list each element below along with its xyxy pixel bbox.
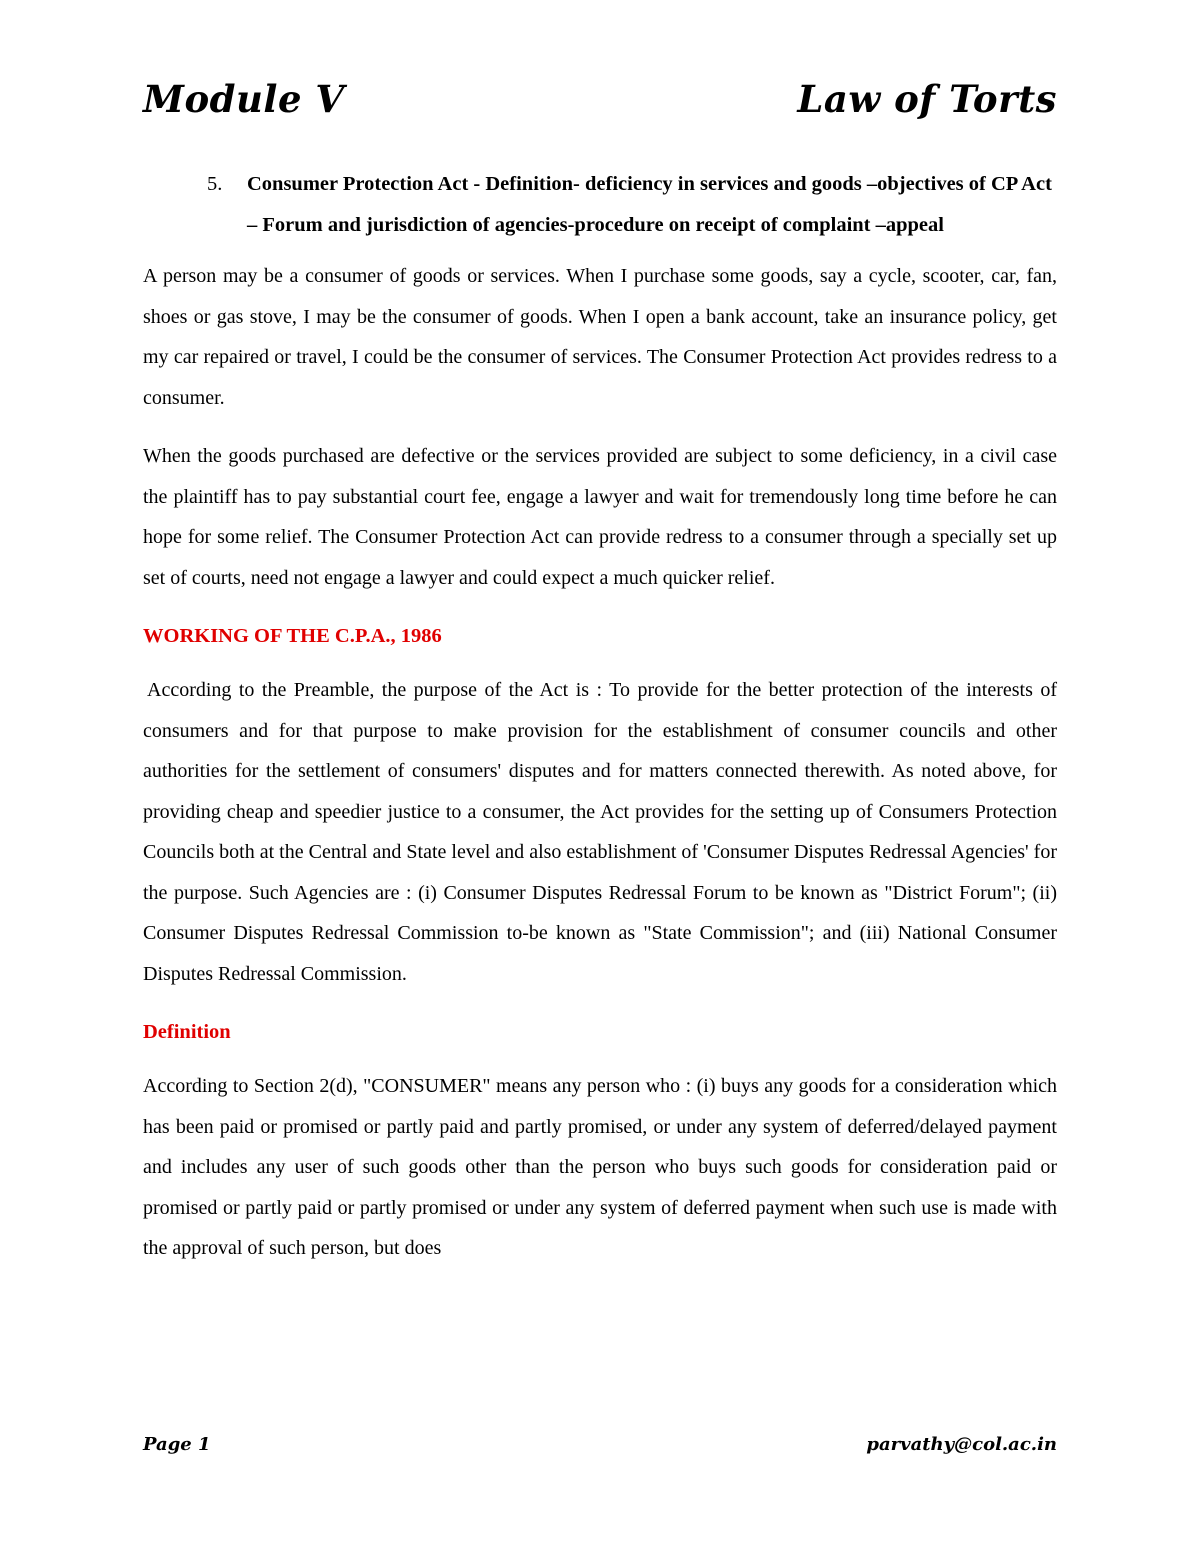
heading-working-cpa: WORKING OF THE C.P.A., 1986 bbox=[143, 625, 442, 647]
header-module-title: Module V bbox=[143, 77, 345, 121]
topic-number: 5. bbox=[207, 173, 223, 195]
heading-definition: Definition bbox=[143, 1021, 231, 1043]
topic-item bbox=[143, 164, 1057, 246]
topic-title: Consumer Protection Act - Definition- deficiency in services and goods –objectives of CP Act – Forum and jurisdiction of agencies-procedure on receipt of complaint –appeal bbox=[247, 173, 1052, 236]
paragraph-preamble: According to the Preamble, the purpose of the Act is : To provide for the better protection of the interests of consumers and for that purpose to make provision for the establishment of consumer councils and other authorities for the settlement of consumers' disputes and for matters connected therewith. As noted above, for providing cheap and speedier justice to a consumer, the Act provides for the setting up of Consumers Protection Councils both at the Central and State level and also establishment of 'Consumer Disputes Redressal Agencies' for the purpose. Such Agencies are : (i) Consumer Disputes Redressal Forum to be known as "District Forum"; (ii) Consumer Disputes Redressal Commission to-be known as "State Commission"; and (iii) National Consumer Disputes Redressal Commission. bbox=[143, 679, 1057, 985]
page-footer bbox=[143, 1428, 1057, 1462]
page-header bbox=[143, 74, 1057, 124]
paragraph-civil-case: When the goods purchased are defective or the services provided are subject to some deficiency, in a civil case the plaintiff has to pay substantial court fee, engage a lawyer and wait for tremendously long time before he can hope for some relief. The Consumer Protection Act can provide redress to a consumer through a specially set up set of courts, need not engage a lawyer and could expect a much quicker relief. bbox=[143, 445, 1057, 589]
paragraph-consumer-definition: According to Section 2(d), "CONSUMER" means any person who : (i) buys any goods for a consideration which has been paid or promised or partly paid and partly promised, or under any system of deferred/delayed payment and includes any user of such goods other than the person who buys such goods for consideration paid or promised or partly paid or partly promised or under any system of deferred payment when such use is made with the approval of such person, but does bbox=[143, 1075, 1057, 1259]
header-subject-title: Law of Torts bbox=[797, 77, 1057, 121]
footer-page-number: Page 1 bbox=[143, 1434, 211, 1455]
page-content bbox=[143, 164, 1057, 1287]
paragraph-consumer-intro: A person may be a consumer of goods or services. When I purchase some goods, say a cycle, scooter, car, fan, shoes or gas stove, I may be the consumer of goods. When I open a bank account, take an insurance policy, get my car repaired or travel, I could be the consumer of services. The Consumer Protection Act provides redress to a consumer. bbox=[143, 265, 1057, 409]
footer-email: parvathy@col.ac.in bbox=[866, 1434, 1057, 1455]
